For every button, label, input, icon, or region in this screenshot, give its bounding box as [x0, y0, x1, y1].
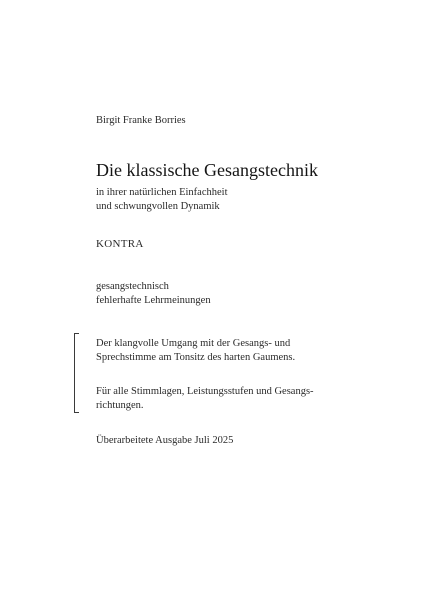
author-name — [96, 114, 393, 128]
subtitle-line-1: in ihrer natürlichen Einfachheit — [96, 187, 228, 198]
description-paragraph-1 — [96, 337, 393, 365]
description-2-line-2: richtungen. — [96, 400, 144, 411]
topic-line-2: fehlerhafte Lehrmeinungen — [96, 295, 211, 306]
topic-text — [96, 280, 393, 308]
book-title — [96, 158, 393, 182]
description-paragraph-2 — [96, 385, 393, 413]
kontra-heading — [96, 237, 393, 251]
kontra-line: KONTRA — [96, 238, 144, 250]
edition-line: Überarbeitete Ausgabe Juli 2025 — [96, 435, 234, 446]
description-1-line-1: Der klangvolle Umgang mit der Gesangs- und — [96, 338, 291, 349]
author-line: Birgit Franke Borries — [96, 115, 186, 126]
description-1-line-2: Sprechstimme am Tonsitz des harten Gaumens. — [96, 352, 296, 363]
title-line: Die klassische Gesangstechnik — [96, 160, 318, 180]
topic-line-1: gesangstechnisch — [96, 281, 169, 292]
book-subtitle — [96, 186, 393, 214]
left-bracket-divider — [74, 333, 79, 413]
subtitle-line-2: und schwungvollen Dynamik — [96, 201, 220, 212]
description-2-line-1: Für alle Stimmlagen, Leistungsstufen und Gesangs- — [96, 386, 314, 397]
edition-note — [96, 434, 393, 448]
